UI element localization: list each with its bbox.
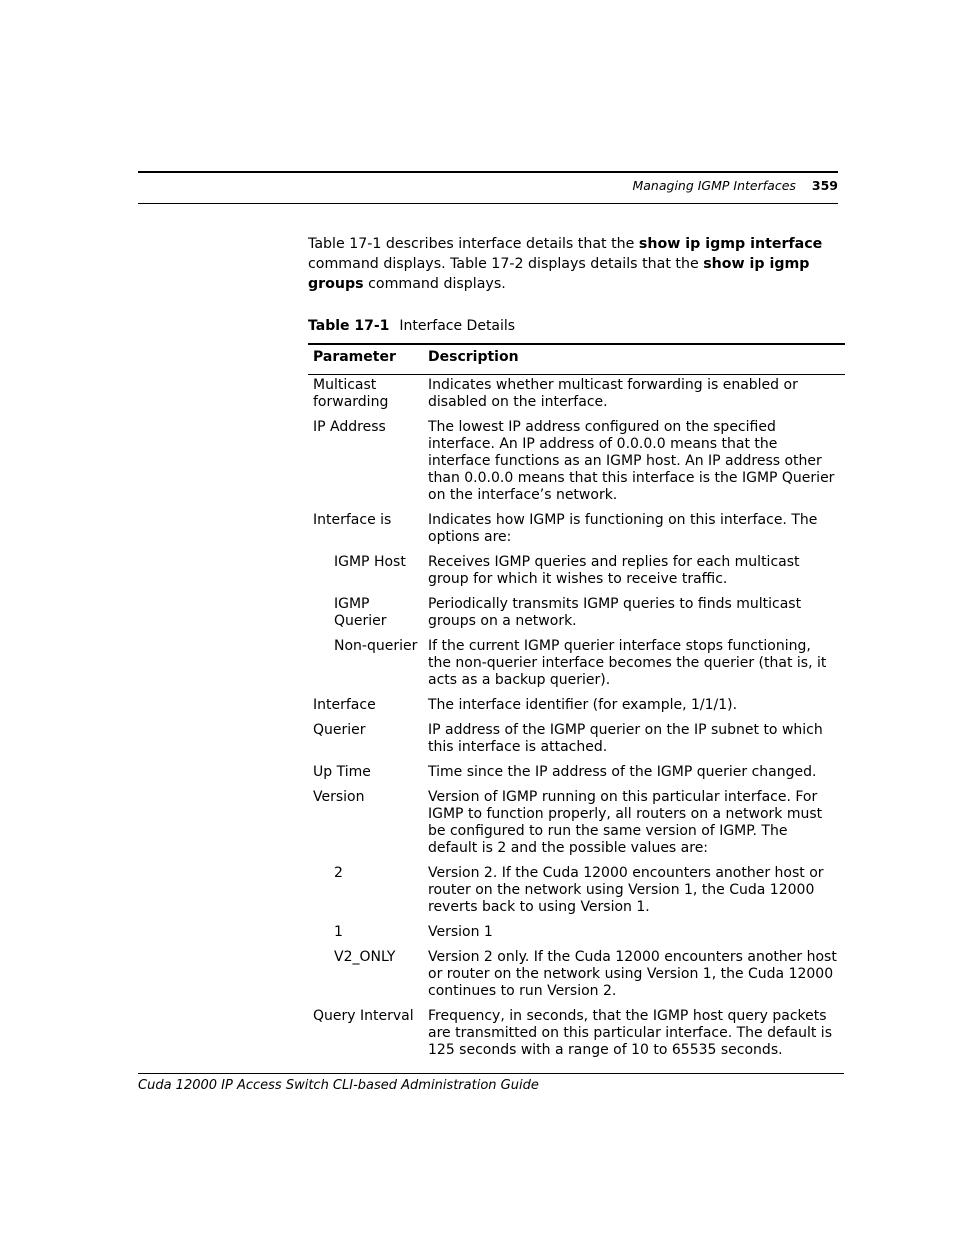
table-body [308, 375, 845, 1067]
row-parameter: Query Interval [313, 1008, 414, 1024]
header-rule-top [138, 171, 838, 173]
running-head-title: Managing IGMP Interfaces [632, 178, 796, 193]
row-description: The interface identifier (for example, 1/1/1). [428, 697, 738, 713]
intro-text-3: command displays. [363, 276, 506, 292]
table-row [308, 419, 845, 512]
table-caption-label: Table 17-1 [308, 318, 390, 334]
row-parameter: IGMP Host [334, 554, 406, 570]
row-description: Indicates whether multicast forwarding is enabled or disabled on the interface. [428, 377, 798, 410]
table-row [308, 949, 845, 1008]
table-row [308, 1008, 845, 1067]
table-caption [308, 316, 515, 336]
interface-details-table [308, 343, 845, 1067]
footer-guide-title: Cuda 12000 IP Access Switch CLI-based Administration Guide [138, 1078, 539, 1093]
row-parameter: Interface is [313, 512, 392, 528]
row-description: Receives IGMP queries and replies for each multicast group for which it wishes to receive traffic. [428, 554, 800, 587]
intro-text-2: command displays. Table 17-2 displays details that the [308, 256, 704, 272]
row-description: IP address of the IGMP querier on the IP subnet to which this interface is attached. [428, 722, 823, 755]
row-parameter: IGMP Querier [334, 596, 387, 629]
table-row [308, 377, 845, 419]
running-head [632, 177, 838, 195]
table-row [308, 554, 845, 596]
table-row [308, 596, 845, 638]
table-row [308, 924, 845, 949]
intro-command-2: show ip igmp groups [308, 256, 810, 292]
table-row [308, 722, 845, 764]
table-row [308, 764, 845, 789]
intro-text-1: Table 17-1 describes interface details that the [308, 236, 639, 252]
row-description: Periodically transmits IGMP queries to finds multicast groups on a network. [428, 596, 802, 629]
row-parameter: IP Address [313, 419, 386, 435]
table-row [308, 789, 845, 865]
row-description: Time since the IP address of the IGMP querier changed. [428, 764, 817, 780]
row-parameter: Up Time [313, 764, 371, 780]
intro-command-1: show ip igmp interface [638, 236, 823, 252]
table-header-row [308, 345, 845, 375]
row-description: If the current IGMP querier interface stops functioning, the non-querier interface becomes the querier (that is, it acts as a backup querier). [428, 638, 827, 688]
row-parameter: 2 [334, 865, 343, 881]
row-description: Version 2 only. If the Cuda 12000 encounters another host or router on the network using Version 1, the Cuda 12000 continues to run Version 2. [428, 949, 837, 999]
row-parameter: V2_ONLY [334, 949, 396, 965]
row-description: Frequency, in seconds, that the IGMP host query packets are transmitted on this particular interface. The default is 125 seconds with a range of 10 to 65535 seconds. [428, 1008, 832, 1058]
row-parameter: Version [313, 789, 365, 805]
row-parameter: Querier [313, 722, 366, 738]
row-description: Version 1 [428, 924, 493, 940]
row-description: Version 2. If the Cuda 12000 encounters another host or router on the network using Version 1, the Cuda 12000 reverts back to using Version 1. [428, 865, 824, 915]
table-caption-title: Interface Details [399, 318, 516, 334]
table-row [308, 865, 845, 924]
footer-rule [138, 1073, 844, 1074]
row-description: The lowest IP address configured on the specified interface. An IP address of 0.0.0.0 means that the interface functions as an IGMP host. An IP address other than 0.0.0.0 means that this interface is the IGMP Querier on the interface’s network. [428, 419, 835, 503]
header-parameter: Parameter [313, 349, 396, 365]
row-parameter: 1 [334, 924, 343, 940]
header-description: Description [428, 349, 519, 365]
row-parameter: Interface [313, 697, 376, 713]
intro-paragraph [308, 234, 828, 294]
row-description: Version of IGMP running on this particular interface. For IGMP to function properly, all routers on a network must be configured to run the same version of IGMP. The default is 2 and the possible values are: [428, 789, 823, 856]
row-description: Indicates how IGMP is functioning on this interface. The options are: [428, 512, 818, 545]
page-number: 359 [811, 178, 838, 193]
row-parameter: Non-querier [334, 638, 418, 654]
header-rule-bottom [138, 203, 838, 204]
row-parameter: Multicast forwarding [313, 377, 389, 410]
table-row [308, 512, 845, 554]
table-row [308, 638, 845, 697]
table-row [308, 697, 845, 722]
